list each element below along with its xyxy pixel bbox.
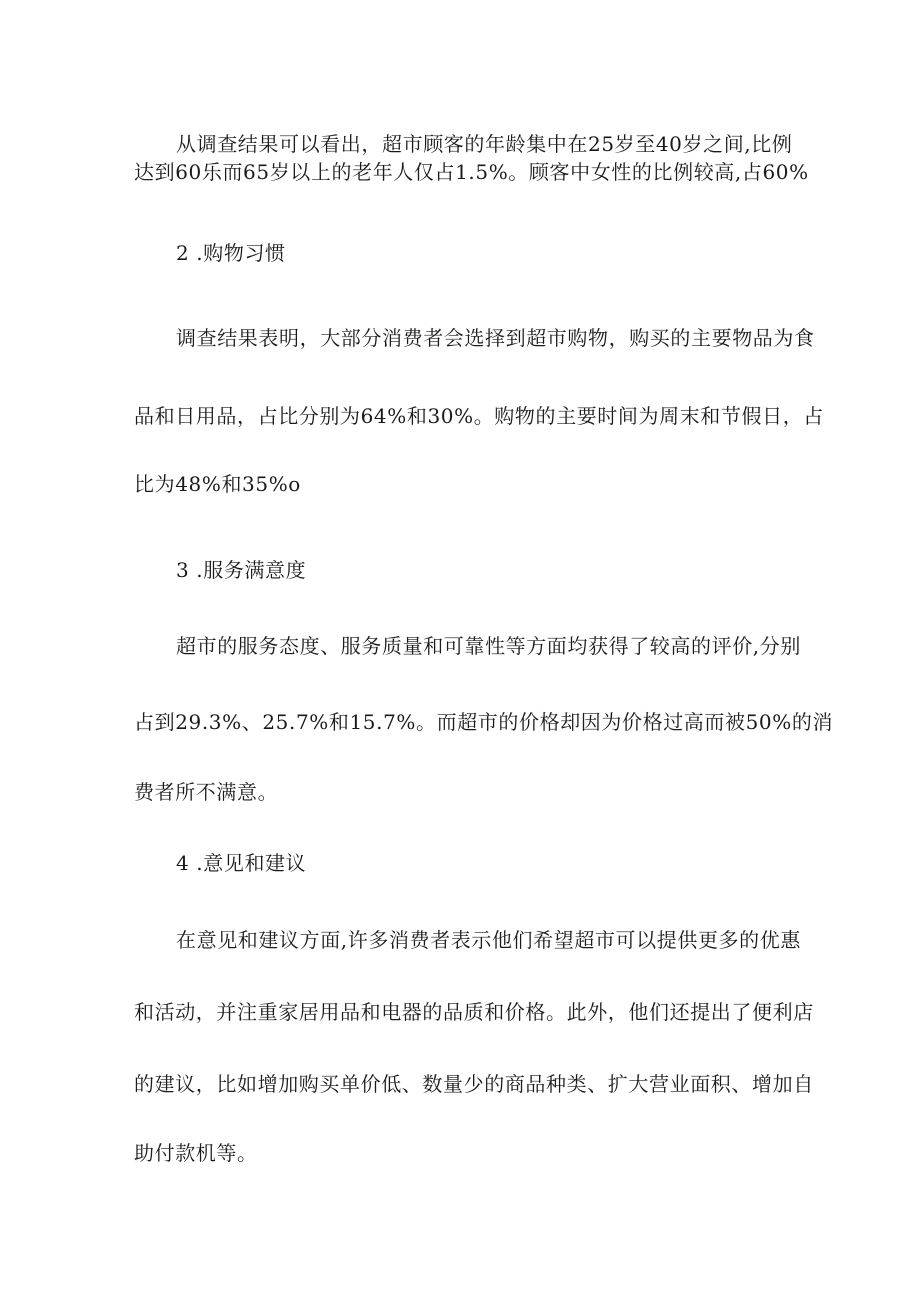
heading-shopping-habits: 2 .购物习惯 [176,241,286,265]
paragraph-1-line-1: 从调查结果可以看出，超市顾客的年龄集中在25岁至40岁之间,比例 [176,132,793,156]
paragraph-2-line-1: 调查结果表明，大部分消费者会选择到超市购物，购买的主要物品为食 [176,326,815,350]
paragraph-3-line-3: 费者所不满意。 [134,780,279,804]
paragraph-3-line-2: 占到29.3%、25.7%和15.7%。而超市的价格却因为价格过高而被50%的消 [134,710,834,734]
paragraph-2-line-3: 比为48%和35%o [134,472,301,496]
paragraph-3-line-1: 超市的服务态度、服务质量和可靠性等方面均获得了较高的评价,分别 [176,634,801,658]
heading-service-satisfaction: 3 .服务满意度 [176,558,307,582]
paragraph-4-line-4: 助付款机等。 [134,1141,258,1165]
paragraph-4-line-1: 在意见和建议方面,许多消费者表示他们希望超市可以提供更多的优惠 [176,928,801,952]
paragraph-1-line-2: 达到60乐而65岁以上的老年人仅占1.5%。顾客中女性的比例较高,占60% [134,160,809,184]
heading-suggestions: 4 .意见和建议 [176,851,307,875]
paragraph-4-line-2: 和活动，并注重家居用品和电器的品质和价格。此外，他们还提出了便利店 [134,1000,814,1024]
paragraph-2-line-2: 品和日用品，占比分别为64%和30%。购物的主要时间为周末和节假日，占 [134,404,824,428]
paragraph-4-line-3: 的建议，比如增加购买单价低、数量少的商品种类、扩大营业面积、增加自 [134,1072,814,1096]
